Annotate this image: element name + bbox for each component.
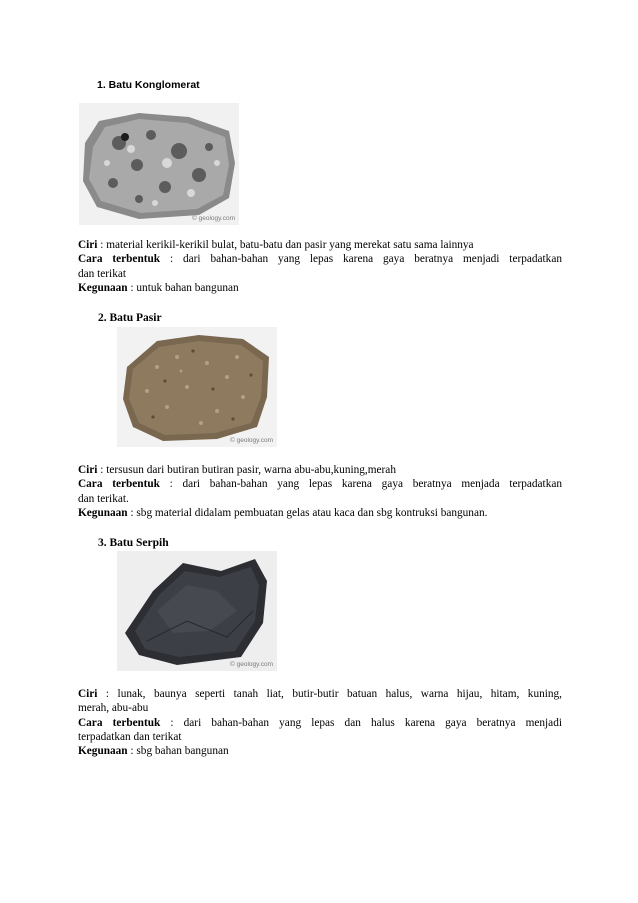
ciri-line: [78, 463, 562, 477]
kegunaan-text: : sbg bahan bangunan: [127, 745, 229, 758]
ciri-continuation: merah, abu-abu: [78, 702, 149, 715]
cara-terbentuk-continuation: dan terikat: [78, 267, 126, 280]
cara-terbentuk-label: Cara terbentuk: [78, 253, 161, 266]
ciri-label: Ciri: [78, 239, 98, 251]
kegunaan-line: [78, 281, 562, 295]
shale-rock-photo: [117, 551, 277, 671]
kegunaan-label: Kegunaan: [78, 506, 128, 519]
ciri-line: [78, 687, 562, 701]
section-2-heading: 2. Batu Pasir: [98, 312, 162, 324]
section-3-heading: 3. Batu Serpih: [98, 537, 169, 549]
cara-terbentuk-text: : dari bahan-bahan yang lepas karena gaya beratnya menjada terpadatkan: [159, 478, 563, 491]
cara-terbentuk-label: Cara terbentuk: [78, 478, 160, 491]
photo-watermark: © geology.com: [192, 215, 235, 222]
ciri-text: : lunak, baunya seperti tanah liat, butir-butir batuan halus, warna hijau, hitam, kuning,: [97, 688, 562, 700]
cara-terbentuk-label: Cara terbentuk: [78, 716, 161, 729]
kegunaan-text: : untuk bahan bangunan: [127, 281, 239, 294]
section-1-heading: 1. Batu Konglomerat: [97, 79, 200, 91]
photo-watermark: © geology.com: [230, 661, 273, 668]
sandstone-rock-photo: [117, 327, 277, 447]
kegunaan-label: Kegunaan: [78, 281, 128, 294]
section-1-description: [78, 238, 562, 295]
cara-terbentuk-line: [78, 716, 562, 730]
conglomerate-rock-photo: [79, 103, 239, 225]
kegunaan-label: Kegunaan: [78, 745, 128, 758]
ciri-label: Ciri: [78, 464, 98, 476]
ciri-line: [78, 238, 562, 252]
photo-watermark: © geology.com: [230, 437, 273, 444]
cara-terbentuk-line: [78, 252, 562, 266]
cara-terbentuk-continuation: terpadatkan dan terikat: [78, 730, 182, 743]
kegunaan-text: : sbg material didalam pembuatan gelas atau kaca dan sbg kontruksi bangunan.: [127, 506, 488, 519]
section-3-description: [78, 687, 562, 758]
section-2-description: [78, 463, 562, 520]
ciri-text: : material kerikil-kerikil bulat, batu-batu dan pasir yang merekat satu sama lainnya: [97, 239, 474, 251]
kegunaan-line: [78, 506, 562, 520]
cara-terbentuk-continuation: dan terikat.: [78, 492, 129, 505]
cara-terbentuk-text: : dari bahan-bahan yang lepas karena gaya beratnya menjadi terpadatkan: [160, 253, 562, 266]
cara-terbentuk-text: : dari bahan-bahan yang lepas dan halus karena gaya beratnya menjadi: [160, 716, 562, 729]
cara-terbentuk-line: [78, 477, 562, 491]
ciri-text: : tersusun dari butiran butiran pasir, warna abu-abu,kuning,merah: [97, 464, 396, 476]
kegunaan-line: [78, 744, 562, 758]
ciri-label: Ciri: [78, 688, 98, 700]
